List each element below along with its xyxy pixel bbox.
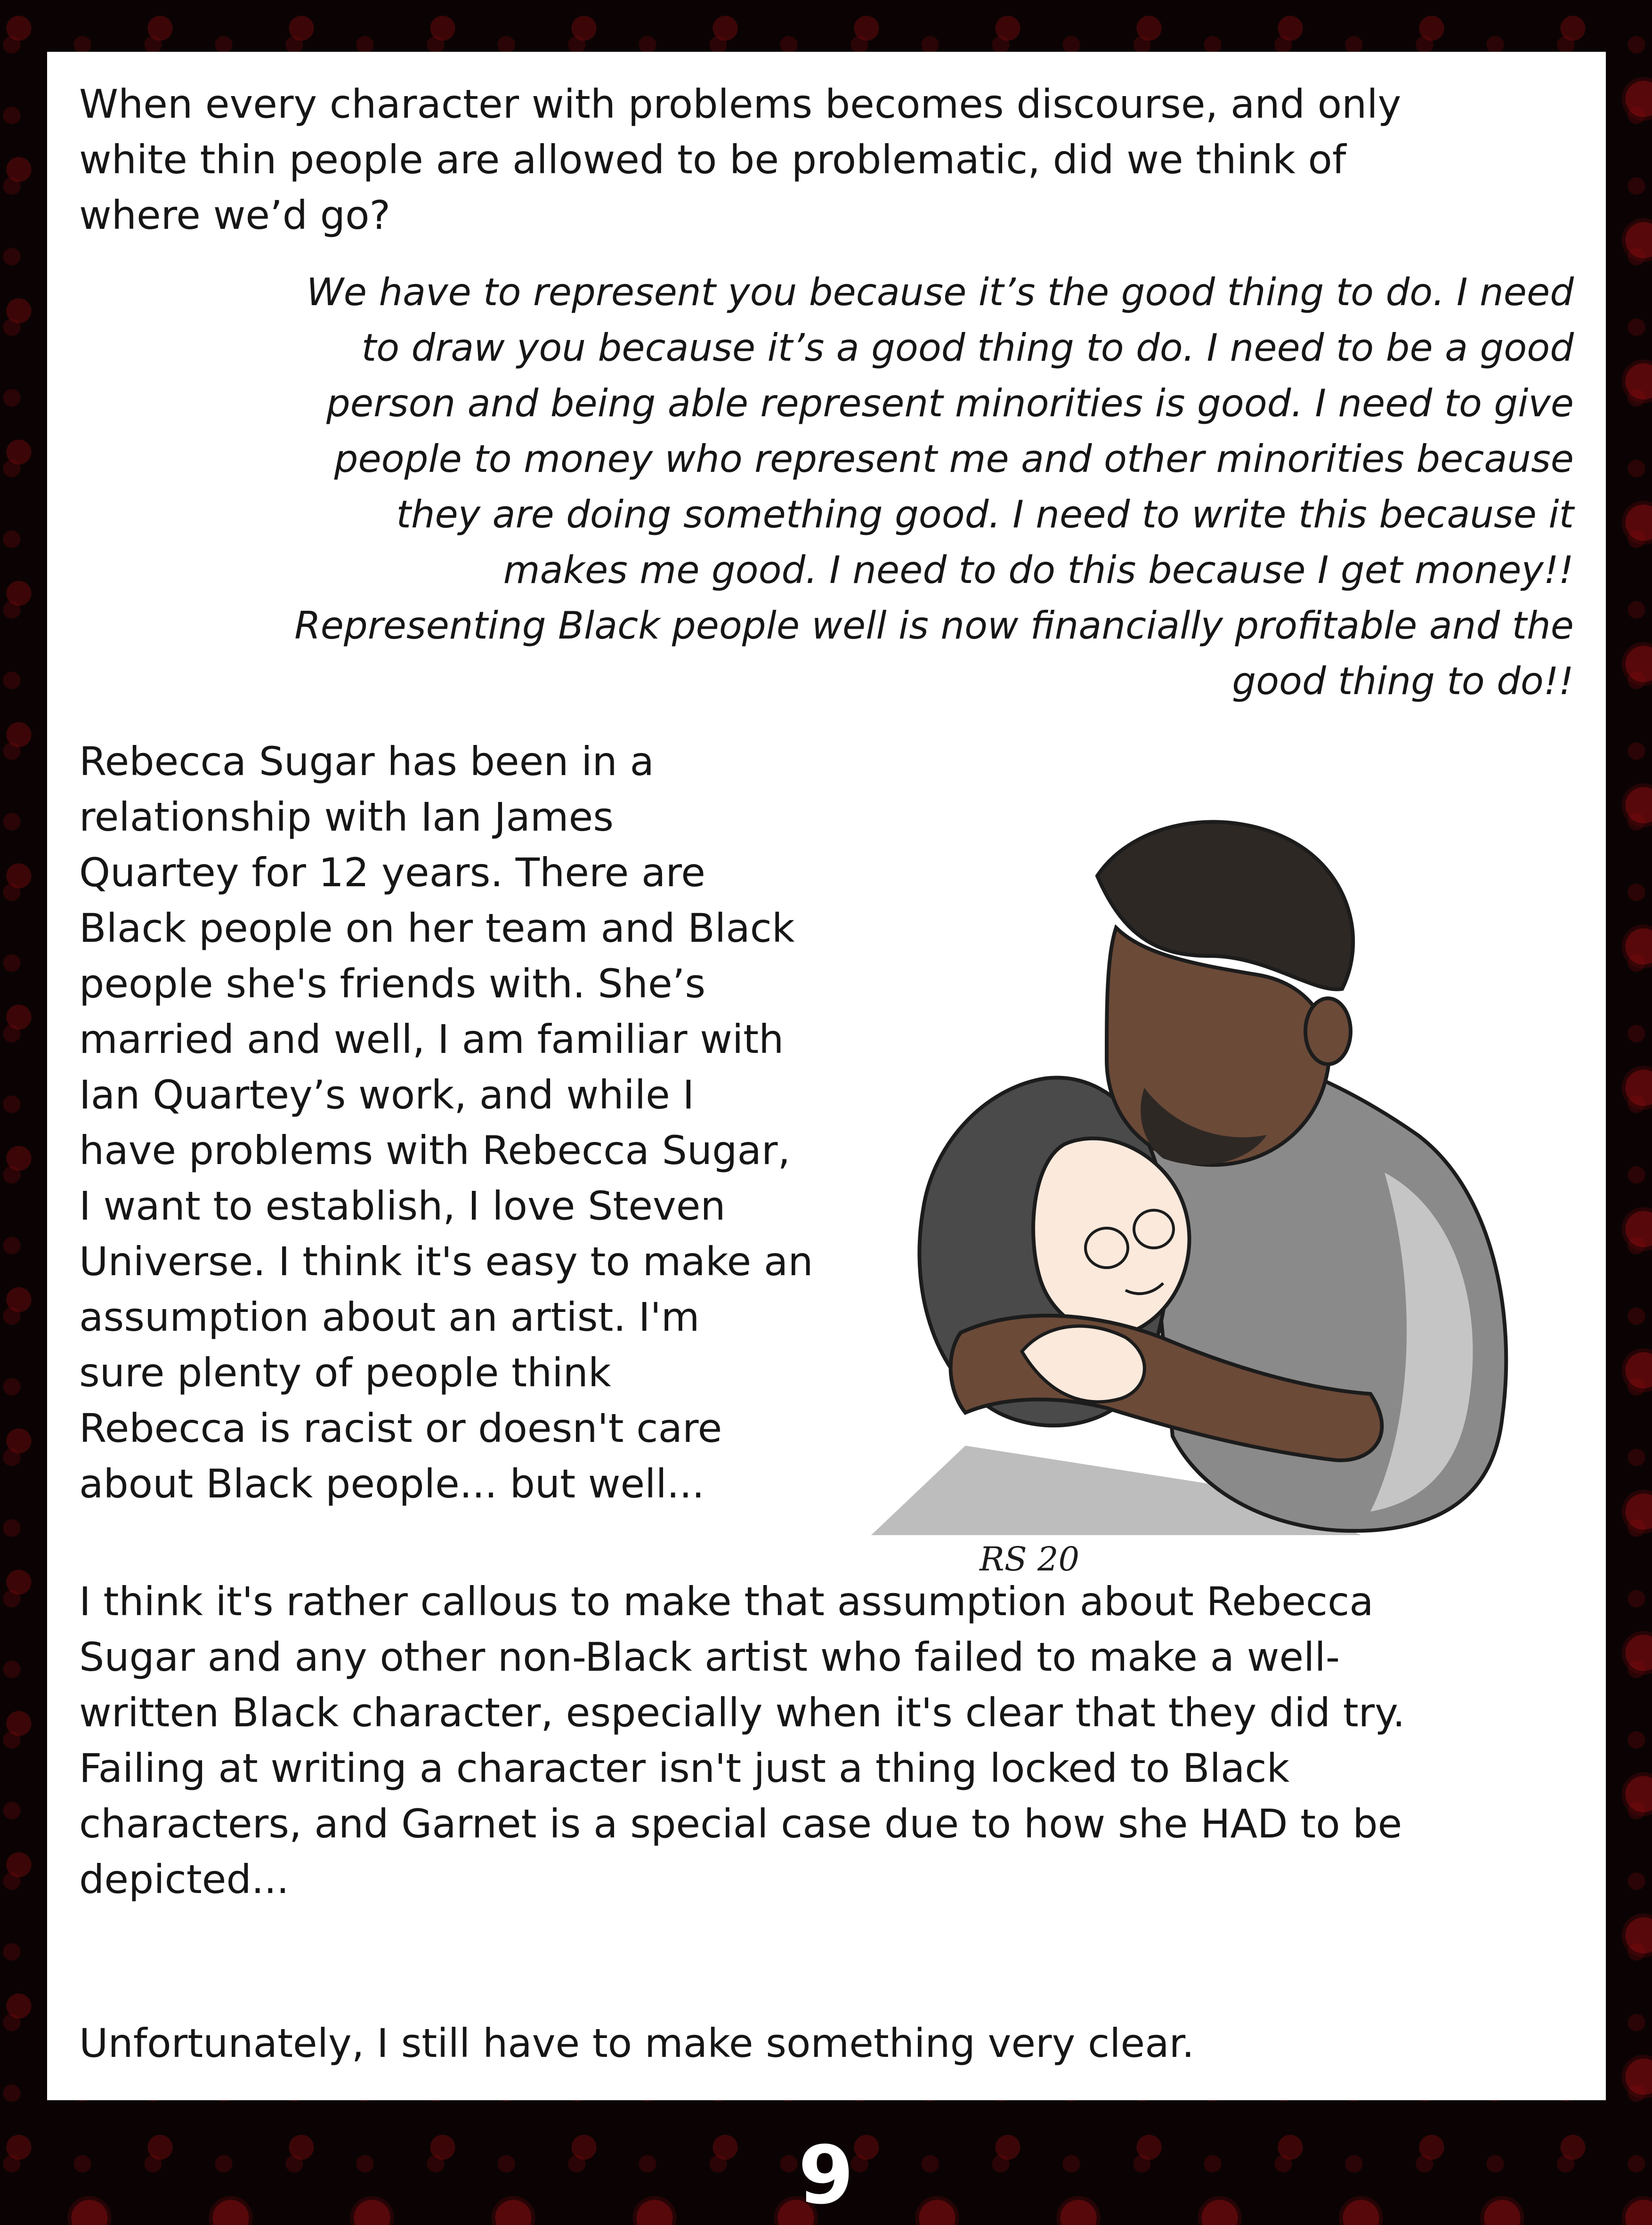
italic-quote: We have to represent you because it’s the good thing to do. I need to draw you because it’s a good thing to do. I need to be a good person and being able represent minorities is good. I need to give people to money who represent me and other minorities because they are doing something good. I need to write this because it makes me good. I need to do this because I get money!! Representing Black people well is now financially profitable and the good thing to do!! xyxy=(294,270,1574,703)
artist-signature: RS 20 xyxy=(980,1540,1079,1578)
intro-paragraph: When every character with problems becomes discourse, and only white thin people are allowed to be problematic, did we think of where we’d go? xyxy=(79,81,1401,238)
callous-paragraph: I think it's rather callous to make that assumption about Rebecca Sugar and any other non-Black artist who failed to make a well- written Black character, especially when it's clear that they did try. Failing at writing a character isn't just a thing locked to Black characters, and Garnet is a special case due to how she HAD to be depicted... xyxy=(79,1578,1405,1902)
man-ear xyxy=(1305,998,1351,1064)
hug-illustration xyxy=(843,786,1587,1615)
closing-paragraph: Unfortunately, I still have to make something very clear. xyxy=(79,2020,1195,2066)
relationship-paragraph: Rebecca Sugar has been in a relationship with Ian James Quartey for 12 years. There are Black people on her team and Black people she's friends with. She’s married and well, I am familiar with Ian Quartey’s work, and while I have problems with Rebecca Sugar, I want to establish, I love Steven Universe. I think it's easy to make an assumption about an artist. I'm sure plenty of people think Rebecca is racist or doesn't care about Black people... but well... xyxy=(79,738,813,1507)
page-number: 9 xyxy=(798,2129,854,2222)
content-panel xyxy=(47,52,1606,2100)
